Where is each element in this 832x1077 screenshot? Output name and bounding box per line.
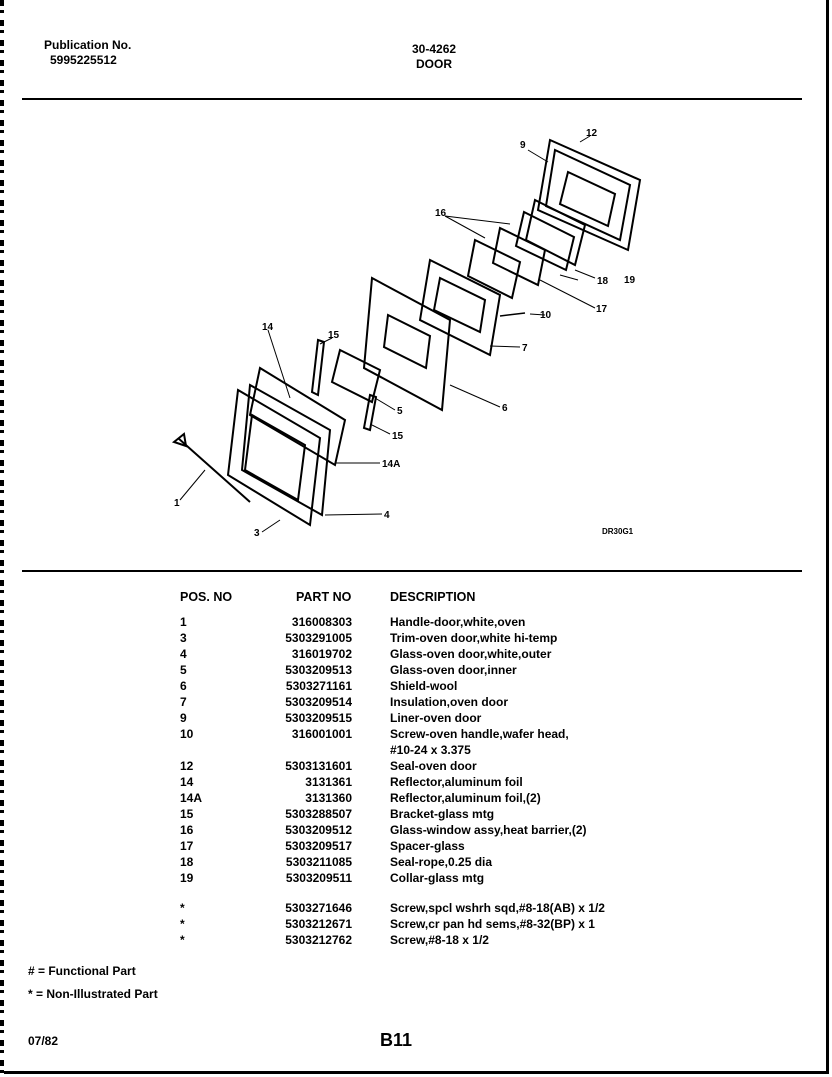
part-16-glass-b bbox=[468, 240, 520, 298]
leader-lines bbox=[180, 136, 595, 532]
table-row bbox=[0, 933, 832, 949]
callout: 19 bbox=[624, 275, 636, 286]
description-cell: Glass-window assy,heat barrier,(2) bbox=[390, 823, 587, 837]
part-number-cell: 5303291005 bbox=[285, 631, 352, 645]
part-number-cell: 316001001 bbox=[291, 727, 352, 741]
description-cell: #10-24 x 3.375 bbox=[390, 743, 471, 757]
part-10-screw bbox=[500, 313, 525, 316]
pos-cell: 17 bbox=[180, 839, 194, 853]
table-row bbox=[0, 901, 832, 917]
pos-cell: 6 bbox=[180, 679, 187, 693]
description-cell: Screw,spcl wshrh sqd,#8-18(AB) x 1/2 bbox=[390, 901, 605, 915]
part-number-cell: 3131360 bbox=[305, 791, 352, 805]
part-number-cell: 5303271161 bbox=[285, 679, 352, 693]
door-exploded-view bbox=[150, 120, 670, 560]
part-3-trim bbox=[228, 390, 320, 525]
part-number-cell: 5303209514 bbox=[285, 695, 352, 709]
pos-cell: 4 bbox=[180, 647, 187, 661]
publication-number: 5995225512 bbox=[50, 53, 117, 67]
footer-date: 07/82 bbox=[28, 1034, 59, 1048]
table-row bbox=[0, 679, 832, 695]
description-cell: Glass-oven door,inner bbox=[390, 663, 517, 677]
part-number-cell: 5303131601 bbox=[285, 759, 352, 773]
part-1-handle bbox=[178, 438, 250, 502]
callout: 15 bbox=[392, 431, 404, 442]
part-15-bracket-top bbox=[312, 340, 324, 395]
description-cell: Glass-oven door,white,outer bbox=[390, 647, 552, 661]
description-cell: Seal-oven door bbox=[390, 759, 477, 773]
pos-cell: 18 bbox=[180, 855, 194, 869]
publication-label: Publication No. bbox=[44, 38, 132, 52]
table-row bbox=[0, 775, 832, 791]
part-number-cell: 3131361 bbox=[305, 775, 352, 789]
callout: 15 bbox=[328, 330, 340, 341]
pos-cell: 9 bbox=[180, 711, 187, 725]
part-15-bracket-bottom bbox=[364, 395, 376, 430]
description-cell: Bracket-glass mtg bbox=[390, 807, 495, 821]
table-row bbox=[0, 855, 832, 871]
diagram-code: DR30G1 bbox=[602, 527, 634, 536]
pos-cell: 14 bbox=[180, 775, 194, 789]
callout: 3 bbox=[254, 528, 260, 539]
pos-cell: 19 bbox=[180, 871, 194, 885]
table-row bbox=[0, 839, 832, 855]
callout: 7 bbox=[522, 343, 528, 354]
part-number-cell: 5303209513 bbox=[285, 663, 352, 677]
pos-cell: * bbox=[180, 901, 185, 915]
pos-cell: 16 bbox=[180, 823, 194, 837]
col-header-desc: DESCRIPTION bbox=[390, 590, 476, 604]
description-cell: Seal-rope,0.25 dia bbox=[390, 855, 493, 869]
description-cell: Screw,cr pan hd sems,#8-32(BP) x 1 bbox=[390, 917, 595, 931]
callout: 5 bbox=[397, 406, 403, 417]
description-cell: Screw,#8-18 x 1/2 bbox=[390, 933, 489, 947]
description-cell: Shield-wool bbox=[390, 679, 458, 693]
pos-cell: 14A bbox=[180, 791, 203, 805]
callout: 4 bbox=[384, 510, 390, 521]
description-cell: Collar-glass mtg bbox=[390, 871, 485, 885]
callout: 17 bbox=[596, 304, 608, 315]
pos-cell: * bbox=[180, 917, 185, 931]
section-title: DOOR bbox=[416, 57, 452, 71]
part-number-cell: 5303212762 bbox=[285, 933, 352, 947]
description-cell: Insulation,oven door bbox=[390, 695, 509, 709]
exploded-diagram bbox=[150, 120, 670, 560]
callout-labels bbox=[174, 128, 636, 539]
part-number-cell: 5303209512 bbox=[285, 823, 352, 837]
callout: 1 bbox=[174, 498, 180, 509]
table-row bbox=[0, 663, 832, 679]
table-row bbox=[0, 871, 832, 887]
header-rule bbox=[22, 98, 802, 100]
part-number-cell: 5303288507 bbox=[285, 807, 352, 821]
table-row bbox=[0, 711, 832, 727]
pos-cell: 7 bbox=[180, 695, 187, 709]
table-row bbox=[0, 759, 832, 775]
legend-non-illustrated: * = Non-Illustrated Part bbox=[28, 987, 158, 1001]
table-row bbox=[0, 807, 832, 823]
table-row bbox=[0, 823, 832, 839]
part-number-cell: 5303209511 bbox=[285, 871, 352, 885]
table-row bbox=[0, 647, 832, 663]
part-7-insulation bbox=[420, 260, 500, 355]
description-cell: Handle-door,white,oven bbox=[390, 615, 526, 629]
col-header-pos: POS. NO bbox=[180, 590, 233, 604]
col-header-part: PART NO bbox=[296, 590, 352, 604]
footer-page-number: B11 bbox=[380, 1030, 413, 1050]
legend-functional: # = Functional Part bbox=[28, 964, 136, 978]
callout: 10 bbox=[540, 310, 552, 321]
model-number: 30-4262 bbox=[412, 42, 457, 56]
part-number-cell: 5303209517 bbox=[285, 839, 352, 853]
description-cell: Trim-oven door,white hi-temp bbox=[390, 631, 558, 645]
description-cell: Spacer-glass bbox=[390, 839, 465, 853]
part-number-cell: 5303271646 bbox=[285, 901, 352, 915]
callout: 16 bbox=[435, 208, 447, 219]
pos-cell: 5 bbox=[180, 663, 187, 677]
insulation-window bbox=[434, 278, 485, 332]
part-5-inner-glass bbox=[332, 350, 380, 402]
part-number-cell: 5303211085 bbox=[285, 855, 352, 869]
description-cell: Liner-oven door bbox=[390, 711, 482, 725]
part-number-cell: 316008303 bbox=[291, 615, 352, 629]
table-row bbox=[0, 743, 832, 759]
part-14-reflector bbox=[250, 368, 345, 465]
table-row bbox=[0, 791, 832, 807]
part-number-cell: 316019702 bbox=[291, 647, 352, 661]
pos-cell: 10 bbox=[180, 727, 194, 741]
table-row bbox=[0, 917, 832, 933]
part-4-outer-glass bbox=[242, 385, 330, 515]
callout: 14 bbox=[262, 322, 274, 333]
table-row bbox=[0, 615, 832, 631]
shield-opening bbox=[384, 315, 430, 368]
description-cell: Screw-oven handle,wafer head, bbox=[390, 727, 569, 741]
pos-cell: 3 bbox=[180, 631, 187, 645]
description-cell: Reflector,aluminum foil bbox=[390, 775, 523, 789]
pos-cell: * bbox=[180, 933, 185, 947]
part-number-cell: 5303209515 bbox=[285, 711, 352, 725]
table-row bbox=[0, 727, 832, 743]
table-row bbox=[0, 631, 832, 647]
pos-cell: 1 bbox=[180, 615, 187, 629]
callout: 9 bbox=[520, 140, 526, 151]
liner-window bbox=[560, 172, 615, 226]
callout: 12 bbox=[586, 128, 598, 139]
part-number-cell: 5303212671 bbox=[285, 917, 352, 931]
section-rule bbox=[22, 570, 802, 572]
trim-window bbox=[245, 415, 305, 500]
callout: 6 bbox=[502, 403, 508, 414]
description-cell: Reflector,aluminum foil,(2) bbox=[390, 791, 541, 805]
pos-cell: 15 bbox=[180, 807, 194, 821]
callout: 18 bbox=[597, 276, 609, 287]
pos-cell: 12 bbox=[180, 759, 194, 773]
callout: 14A bbox=[382, 459, 401, 470]
part-9-liner bbox=[546, 150, 630, 240]
table-row bbox=[0, 695, 832, 711]
